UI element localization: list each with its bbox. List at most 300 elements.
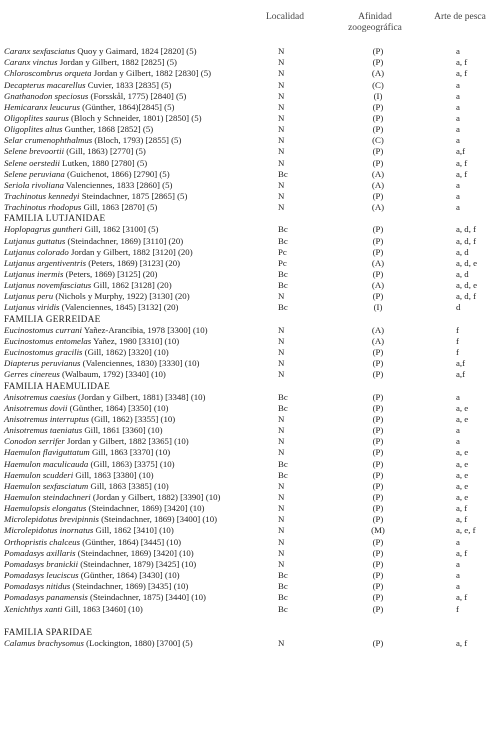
species-authority: Gill, 1863 [3385] (10): [88, 480, 169, 491]
species-authority: (Valenciennes, 1845) [3132] (20): [59, 302, 179, 313]
arte-cell: d: [456, 302, 461, 313]
arte-cell: a: [456, 135, 460, 146]
afinidad-cell: (M): [371, 525, 385, 536]
species-name: Pomadasys leuciscus: [4, 570, 79, 580]
species-authority: (Guichenot, 1866) [2790] (5): [64, 168, 170, 179]
localidad-cell: Bc: [278, 391, 288, 402]
table-row: [4, 68, 494, 79]
species-authority: Yañez-Arancibia, 1978 [3300] (10): [81, 324, 208, 335]
species-cell: [4, 224, 158, 235]
arte-cell: a: [456, 391, 460, 402]
table-row: [4, 347, 494, 358]
species-authority: Steindachner, 1875 [2865] (5): [79, 191, 188, 201]
localidad-cell: Bc: [278, 458, 288, 469]
species-cell: [4, 537, 181, 548]
species-authority: Gill, 1862 [3128] (20): [91, 280, 172, 291]
afinidad-cell: (A): [371, 68, 385, 79]
species-cell: [4, 481, 169, 492]
species-name: Caranx vinctus: [4, 57, 58, 68]
species-authority: (Günther, 1864) [3445] (10): [80, 536, 182, 547]
species-authority: Jordan y Gilbert, 1882 [2825] (5): [57, 57, 177, 68]
species-authority: (Steindachner, 1869) [3435] (10): [70, 581, 189, 592]
species-authority: (Steindachner, 1869) [3420] (10): [86, 503, 205, 514]
table-row: [4, 425, 494, 436]
species-name: Haemulon scudderi: [4, 469, 74, 480]
afinidad-cell: (P): [372, 458, 384, 469]
arte-cell: a, e: [456, 469, 469, 480]
table-row: [4, 258, 494, 269]
species-cell: [4, 425, 163, 436]
table-row: [4, 57, 494, 68]
species-cell: [4, 280, 172, 291]
localidad-cell: N: [278, 57, 285, 68]
arte-cell: a, f: [456, 547, 468, 558]
localidad-cell: N: [278, 447, 285, 458]
species-authority: Gill, 1861 [3360] (10): [82, 425, 163, 436]
arte-cell: f: [456, 335, 459, 346]
afinidad-cell: (P): [372, 369, 384, 380]
species-authority: (Gill, 1863) [2770] (5): [64, 146, 146, 157]
arte-cell: a, e: [456, 480, 469, 491]
localidad-cell: Bc: [278, 302, 288, 313]
table-row: [4, 414, 494, 425]
table-row: [4, 369, 494, 380]
species-cell: [4, 559, 196, 570]
species-authority: (Peters, 1869) [3125] (20): [63, 269, 158, 279]
localidad-cell: N: [278, 146, 285, 157]
table-row: [4, 124, 494, 135]
localidad-cell: N: [278, 369, 285, 380]
species-name: Oligoplites altus: [4, 124, 63, 135]
species-cell: [4, 135, 181, 146]
species-name: Anisotremus interruptus: [4, 413, 89, 424]
species-cell: [4, 548, 194, 559]
arte-cell: a, f: [456, 157, 468, 168]
species-name: Selene oerstedii: [4, 157, 60, 168]
species-name: Decapterus macarellus: [4, 79, 86, 90]
afinidad-cell: (P): [372, 246, 384, 257]
species-name: Haemulon flaviguttatum: [4, 447, 90, 458]
species-name: Microlepidotus brevipinnis: [4, 514, 99, 525]
localidad-cell: N: [278, 480, 285, 491]
arte-cell: a: [456, 101, 460, 112]
localidad-cell: Bc: [278, 224, 288, 235]
species-authority: (Jordan y Gilbert, 1882) [3390] (10): [90, 492, 221, 502]
species-name: Haemulon maculicauda: [4, 458, 89, 469]
species-name: Anisotremus dovii: [4, 402, 68, 413]
afinidad-cell: (P): [372, 503, 384, 514]
species-authority: (Gill, 1862) [3320] (10): [82, 347, 169, 357]
family-heading: FAMILIA LUTJANIDAE: [4, 213, 106, 224]
table-row: [4, 492, 494, 503]
afinidad-cell: (A): [371, 179, 385, 190]
afinidad-cell: (C): [372, 79, 384, 90]
species-authority: (Steindachner, 1869) [3110] (20): [65, 235, 184, 246]
species-authority: Gill, 1863 [3370] (10): [89, 447, 171, 458]
afinidad-cell: (P): [372, 514, 384, 525]
afinidad-cell: (P): [372, 480, 384, 491]
arte-cell: a, f: [456, 68, 468, 79]
table-row: [4, 146, 494, 157]
afinidad-cell: (A): [371, 257, 385, 268]
table-row: [4, 592, 494, 603]
arte-cell: a, e, f: [456, 525, 476, 536]
localidad-cell: N: [278, 179, 285, 190]
species-cell: [4, 447, 170, 458]
species-authority: Gill, 1862 [3100] (5): [82, 224, 159, 235]
table-row: [4, 113, 494, 124]
species-authority: (Bloch y Schneider, 1801) [2850] (5): [68, 112, 202, 123]
afinidad-cell: (P): [372, 391, 384, 402]
arte-cell: a, e: [456, 447, 469, 458]
species-authority: (Lockington, 1880) [3700] (5): [83, 637, 193, 648]
localidad-cell: N: [278, 191, 285, 201]
arte-cell: a: [456, 112, 460, 123]
arte-cell: a, f: [456, 57, 468, 68]
species-name: Pomadasys branickii: [4, 558, 79, 569]
arte-cell: a: [456, 46, 460, 56]
arte-cell: a: [456, 425, 460, 436]
localidad-cell: N: [278, 335, 285, 346]
localidad-cell: N: [278, 101, 285, 112]
afinidad-cell: (P): [372, 124, 384, 135]
table-row: [4, 358, 494, 369]
afinidad-cell: (P): [372, 46, 384, 56]
table-row: [4, 46, 494, 57]
species-authority: (Gill, 1862) [3355] (10): [88, 413, 176, 424]
species-name: Anisotremus caesius: [4, 391, 76, 402]
arte-cell: a, e: [456, 413, 469, 424]
table-row: [4, 548, 494, 559]
localidad-cell: N: [278, 347, 285, 357]
afinidad-cell: (C): [372, 135, 384, 146]
afinidad-cell: (P): [372, 347, 384, 357]
afinidad-cell: (P): [372, 603, 384, 614]
localidad-cell: N: [278, 525, 285, 536]
afinidad-cell: (A): [371, 335, 385, 346]
afinidad-cell: (A): [371, 168, 385, 179]
localidad-cell: N: [278, 558, 285, 569]
species-authority: Quoy y Gaimard, 1824 [2820] (5): [75, 46, 197, 56]
arte-cell: f: [456, 347, 459, 357]
species-name: Chloroscombrus orqueta: [4, 68, 92, 79]
arte-cell: a: [456, 79, 460, 90]
species-authority: Cuvier, 1833 [2835] (5): [85, 79, 172, 90]
species-cell: [4, 459, 175, 470]
arte-cell: a,f: [456, 146, 466, 157]
arte-cell: a, d, e: [456, 257, 478, 268]
family-heading: FAMILIA HAEMULIDAE: [4, 380, 111, 391]
species-name: Lutjanus inermis: [4, 269, 64, 279]
species-cell: [4, 325, 208, 336]
localidad-cell: N: [278, 112, 285, 123]
table-row: [4, 604, 494, 615]
afinidad-cell: (P): [372, 269, 384, 279]
species-cell: [4, 503, 205, 514]
arte-cell: a: [456, 191, 460, 201]
table-row: [4, 158, 494, 169]
species-name: Eucinostomus entomelas: [4, 335, 92, 346]
localidad-cell: Bc: [278, 581, 288, 592]
localidad-cell: N: [278, 157, 285, 168]
table-row: [4, 269, 494, 280]
species-authority: (Bloch, 1793) [2855] (5): [92, 135, 182, 146]
arte-cell: a: [456, 558, 460, 569]
afinidad-cell: (P): [372, 235, 384, 246]
species-name: Eucinostomus gracilis: [4, 347, 83, 357]
species-cell: [4, 392, 206, 403]
species-authority: (Günther, 1864)[2845] (5): [79, 101, 175, 112]
species-authority: Gill, 1863 [3460] (10): [62, 603, 143, 614]
afinidad-cell: (P): [372, 558, 384, 569]
species-authority: Gill, 1863 [2870] (5): [81, 202, 158, 213]
afinidad-cell: (P): [372, 402, 384, 413]
table-row: [4, 302, 494, 313]
arte-cell: a: [456, 90, 460, 101]
species-name: Lutjanus viridis: [4, 302, 60, 313]
species-name: Conodon serrifer: [4, 436, 65, 447]
species-authority: Gill, 1863 [3380] (10): [73, 469, 154, 480]
species-name: Gerres cinereus: [4, 369, 60, 380]
species-authority: Jordan y Gilbert, 1882 [3365] (10): [64, 436, 189, 447]
table-row: [4, 436, 494, 447]
afinidad-cell: (P): [372, 112, 384, 123]
species-name: Pomadasys panamensis: [4, 592, 88, 603]
header-afinidad-line1: Afinidad: [358, 12, 392, 22]
arte-cell: a, f: [456, 592, 468, 603]
arte-cell: a, f: [456, 168, 468, 179]
table-row: [4, 180, 494, 191]
species-name: Lutjanus novemfasciatus: [4, 280, 92, 291]
species-name: Eucinostomus currani: [4, 324, 82, 335]
family-heading: FAMILIA SPARIDAE: [4, 626, 93, 637]
localidad-cell: Pc: [278, 246, 287, 257]
species-cell: [4, 180, 172, 191]
species-name: Orthopristis chalceus: [4, 536, 80, 547]
table-row: [4, 503, 494, 514]
header-arte: Arte de pesca: [434, 12, 486, 22]
localidad-cell: N: [278, 637, 285, 648]
localidad-cell: N: [278, 514, 285, 525]
species-cell: [4, 369, 166, 380]
table-row: [4, 247, 494, 258]
afinidad-cell: (P): [372, 191, 384, 201]
localidad-cell: Bc: [278, 402, 288, 413]
species-name: Hoplopagrus guntheri: [4, 224, 83, 235]
species-authority: (Günther, 1864) [3430] (10): [78, 570, 180, 580]
localidad-cell: N: [278, 436, 285, 447]
table-row: [4, 236, 494, 247]
table-row: [4, 191, 494, 202]
species-name: Pomadasys nitidus: [4, 581, 71, 592]
afinidad-cell: (I): [373, 302, 383, 313]
localidad-cell: N: [278, 135, 285, 146]
localidad-cell: N: [278, 358, 285, 369]
afinidad-cell: (P): [372, 358, 384, 369]
species-name: Xenichthys xanti: [4, 603, 63, 614]
species-name: Anisotremus taeniatus: [4, 425, 83, 436]
arte-cell: a, d, f: [456, 235, 477, 246]
header-afinidad-line2: zoogeográfica: [348, 23, 402, 33]
table-row: [4, 291, 494, 302]
species-authority: Yañez, 1980 [3310] (10): [91, 335, 180, 346]
species-cell: [4, 604, 143, 615]
arte-cell: a: [456, 570, 460, 580]
localidad-cell: N: [278, 202, 285, 213]
species-name: Lutjanus guttatus: [4, 235, 66, 246]
localidad-cell: N: [278, 68, 285, 79]
afinidad-cell: (P): [372, 425, 384, 436]
afinidad-cell: (P): [372, 101, 384, 112]
species-name: Selene brevoortii: [4, 146, 65, 157]
species-cell: [4, 581, 188, 592]
species-authority: Gunther, 1868 [2852] (5): [62, 124, 154, 135]
localidad-cell: Pc: [278, 257, 287, 268]
arte-cell: a, d, f: [456, 224, 477, 235]
table-row: [4, 80, 494, 91]
arte-cell: a: [456, 581, 460, 592]
species-name: Selene peruviana: [4, 168, 65, 179]
localidad-cell: N: [278, 291, 285, 302]
species-name: Gnathanodon speciosus: [4, 90, 89, 101]
species-cell: [4, 236, 183, 247]
afinidad-cell: (A): [371, 324, 385, 335]
header-localidad: Localidad: [266, 12, 304, 22]
species-name: Trachinotus kennedyi: [4, 191, 80, 201]
localidad-cell: Bc: [278, 570, 288, 580]
localidad-cell: Bc: [278, 269, 288, 279]
localidad-cell: Bc: [278, 235, 288, 246]
localidad-cell: N: [278, 324, 285, 335]
species-name: Calamus brachysomus: [4, 637, 84, 648]
species-cell: [4, 91, 186, 102]
afinidad-cell: (A): [371, 202, 385, 213]
species-authority: (Peters, 1869) [3123] (20): [86, 257, 181, 268]
localidad-cell: N: [278, 425, 285, 436]
localidad-cell: Bc: [278, 592, 288, 603]
table-row: [4, 581, 494, 592]
arte-cell: a,f: [456, 358, 466, 369]
table-row: [4, 447, 494, 458]
afinidad-cell: (P): [372, 224, 384, 235]
table-row: [4, 224, 494, 235]
afinidad-cell: (P): [372, 157, 384, 168]
species-name: Lutjanus argentiventris: [4, 257, 87, 268]
species-cell: [4, 80, 171, 91]
species-name: Lutjanus peru: [4, 291, 54, 302]
table-row: [4, 459, 494, 470]
species-cell: [4, 146, 146, 157]
species-authority: Lutken, 1880 [2780] (5): [59, 157, 148, 168]
species-authority: (Walbaum, 1792) [3340] (10): [59, 369, 166, 380]
header-afinidad: [340, 12, 410, 34]
arte-cell: a, d: [456, 269, 469, 279]
species-authority: (Steindachner, 1879) [3425] (10): [78, 558, 197, 569]
species-cell: [4, 570, 180, 581]
species-cell: [4, 638, 193, 649]
arte-cell: a, d: [456, 246, 469, 257]
species-cell: [4, 514, 217, 525]
species-name: Haemulon sexfasciatum: [4, 480, 89, 491]
localidad-cell: N: [278, 413, 285, 424]
species-name: Hemicaranx leucurus: [4, 101, 80, 112]
localidad-cell: N: [278, 90, 285, 101]
afinidad-cell: (P): [372, 547, 384, 558]
species-authority: (Valenciennes, 1830) [3330] (10): [80, 358, 200, 369]
arte-cell: f: [456, 324, 459, 335]
species-authority: Gill, 1862 [3410] (10): [93, 525, 174, 536]
arte-cell: a, d, e: [456, 280, 478, 291]
species-cell: [4, 68, 211, 79]
localidad-cell: N: [278, 124, 285, 135]
localidad-cell: N: [278, 536, 285, 547]
localidad-cell: Bc: [278, 469, 288, 480]
table-row: [4, 470, 494, 481]
table-row: [4, 169, 494, 180]
species-cell: [4, 358, 199, 369]
table-row: [4, 91, 494, 102]
species-cell: [4, 169, 170, 180]
species-cell: [4, 291, 190, 302]
species-name: Pomadasys axillaris: [4, 547, 76, 558]
afinidad-cell: (P): [372, 492, 384, 502]
afinidad-cell: (P): [372, 581, 384, 592]
afinidad-cell: (P): [372, 146, 384, 157]
species-cell: [4, 102, 174, 113]
species-cell: [4, 258, 180, 269]
afinidad-cell: (P): [372, 570, 384, 580]
species-authority: (Steindachner, 1869) [3420] (10): [75, 547, 194, 558]
afinidad-cell: (P): [372, 447, 384, 458]
table-row: [4, 525, 494, 536]
table-row: [4, 537, 494, 548]
arte-cell: a, d, f: [456, 291, 477, 302]
family-heading: FAMILIA GERREIDAE: [4, 313, 101, 324]
arte-cell: a: [456, 536, 460, 547]
species-name: Selar crumenophthalmus: [4, 135, 93, 146]
species-name: Oligoplites saurus: [4, 112, 69, 123]
afinidad-cell: (P): [372, 291, 384, 302]
species-name: Caranx sexfasciatus: [4, 46, 76, 56]
species-name: Haemulon steindachneri: [4, 492, 91, 502]
table-row: [4, 392, 494, 403]
afinidad-cell: (A): [371, 280, 385, 291]
species-cell: [4, 403, 168, 414]
table-row: [4, 570, 494, 581]
table-row: [4, 638, 494, 649]
species-cell: [4, 336, 179, 347]
localidad-cell: Bc: [278, 280, 288, 291]
species-cell: [4, 470, 154, 481]
species-authority: (Nichols y Murphy, 1922) [3130] (20): [53, 291, 190, 302]
table-row: [4, 336, 494, 347]
afinidad-cell: (P): [372, 536, 384, 547]
species-authority: Jordan y Gilbert, 1882 [2830] (5): [91, 68, 212, 79]
species-cell: [4, 113, 202, 124]
species-authority: Valenciennes, 1833 [2860] (5): [63, 179, 173, 190]
localidad-cell: N: [278, 492, 285, 502]
table-row: [4, 403, 494, 414]
species-name: Lutjanus colorado: [4, 246, 69, 257]
table-row: [4, 514, 494, 525]
localidad-cell: N: [278, 46, 285, 56]
afinidad-cell: (P): [372, 436, 384, 447]
species-name: Diapterus peruvianus: [4, 358, 81, 369]
species-cell: [4, 269, 157, 280]
species-cell: [4, 202, 157, 213]
species-cell: [4, 592, 206, 603]
species-cell: [4, 158, 147, 169]
